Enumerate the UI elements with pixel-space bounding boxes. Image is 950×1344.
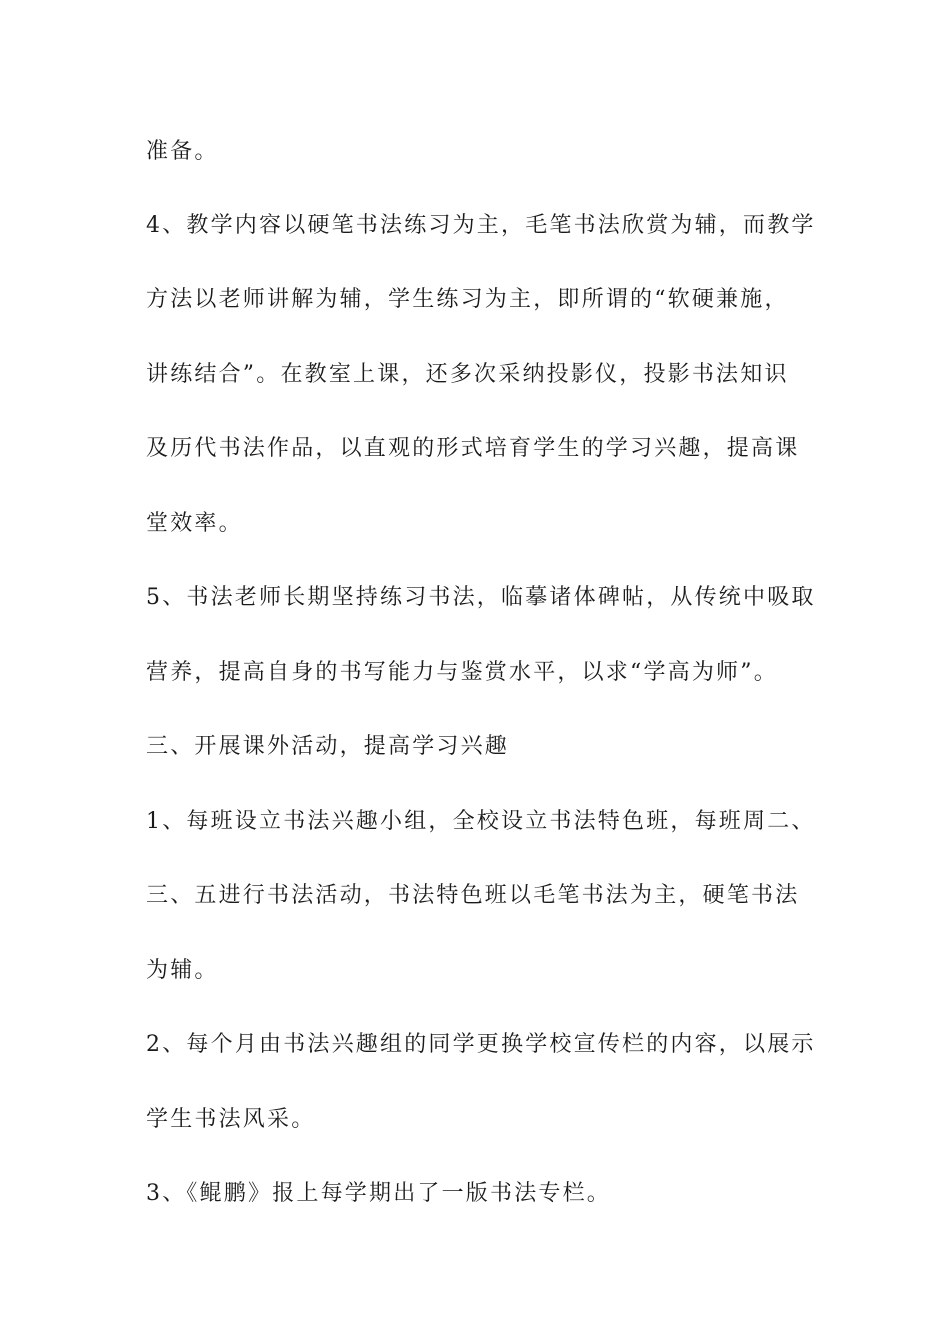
- text-line: 及历代书法作品，以直观的形式培育学生的学习兴趣，提高课: [146, 436, 800, 461]
- section-heading: 三、开展课外活动，提高学习兴趣: [146, 734, 510, 759]
- text-line: 为辅。: [146, 958, 219, 983]
- text-line: 3、《鲲鹏》报上每学期出了一版书法专栏。: [146, 1181, 611, 1206]
- text-line: 准备。: [146, 139, 219, 164]
- text-line: 2、每个月由书法兴趣组的同学更换学校宣传栏的内容，以展示: [146, 1032, 816, 1057]
- text-line: 1、每班设立书法兴趣小组，全校设立书法特色班，每班周二、: [146, 809, 816, 834]
- text-line: 堂效率。: [146, 511, 243, 536]
- text-line: 学生书法风采。: [146, 1107, 316, 1132]
- text-line: 方法以老师讲解为辅，学生练习为主，即所谓的“软硬兼施，: [146, 287, 789, 312]
- text-line: 4、教学内容以硬笔书法练习为主，毛笔书法欣赏为辅，而教学: [146, 213, 816, 238]
- text-line: 讲练结合”。在教室上课，还多次采纳投影仪，投影书法知识: [146, 362, 789, 387]
- text-line: 三、五进行书法活动，书法特色班以毛笔书法为主，硬笔书法: [146, 883, 800, 908]
- text-line: 5、书法老师长期坚持练习书法，临摹诸体碑帖，从传统中吸取: [146, 585, 816, 610]
- text-line: 营养，提高自身的书写能力与鉴赏水平，以求“学高为师”。: [146, 660, 778, 685]
